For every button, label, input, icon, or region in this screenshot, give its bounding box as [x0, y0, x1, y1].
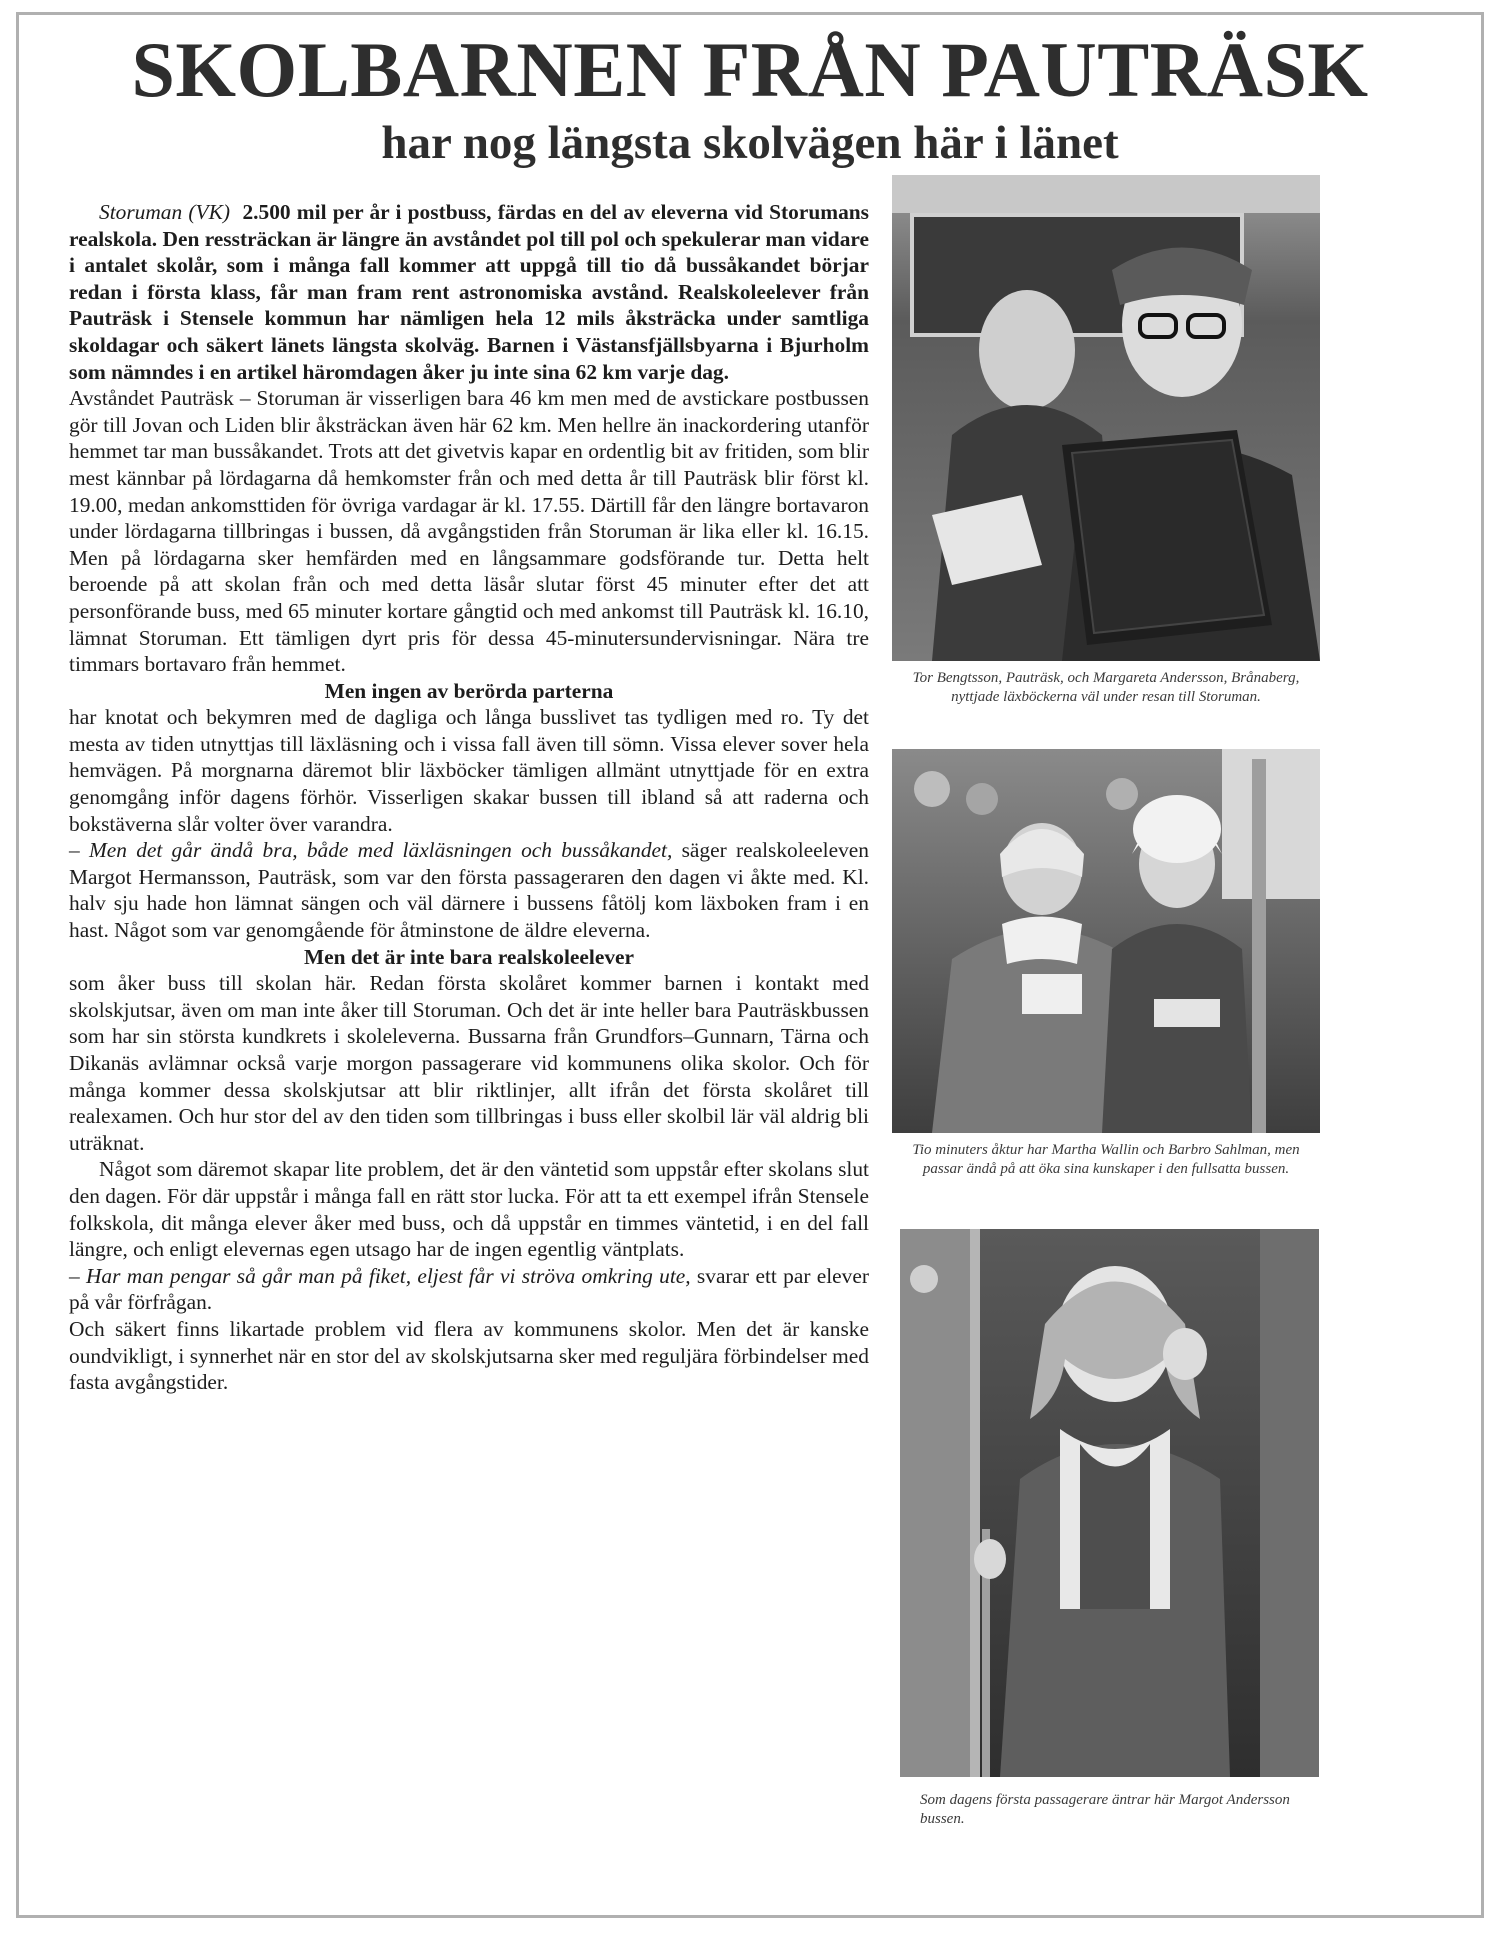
quote-paragraph-2: [69, 1263, 869, 1316]
subtitle-2: Men det är inte bara realskoleelever: [303, 944, 635, 969]
article-body: [69, 199, 869, 1396]
photo-girls-on-bus: [892, 749, 1320, 1133]
photo-caption-3: Som dagens första passagerare äntrar här Margot Andersson bussen.: [920, 1792, 1290, 1827]
paragraph-2: har knotat och bekymren med de dagliga och långa busslivet tas tydligen med ro. Ty det mesta av tiden utnyttjas till läxläsning och i vissa fall även till sömn. Vissa elever sover hela hemvägen. På morgnarna däremot blir läxböcker tämligen allmänt utnyttjade för en extra genomgång inför dagens förhör. Visserligen skakar bussen till ibland så att raderna och bokstäverna slår volter över varandra.: [69, 705, 869, 836]
lead-paragraph: [69, 199, 869, 385]
headline: SKOLBARNEN FRÅN PAUTRÄSK: [131, 26, 1369, 113]
dateline: Storuman (VK): [99, 200, 230, 224]
paragraph-6: svarar ett par elever på vår förfrågan.: [69, 1263, 869, 1315]
photo-students-reading: [892, 175, 1320, 661]
quote-2: – Har man pengar så går man på fiket, eljest får vi ströva omkring ute,: [69, 1263, 691, 1288]
paragraph-1: Avståndet Pauträsk – Storuman är visserligen bara 46 km men med de avstickare postbussen gör till Jovan och Liden blir åksträckan även här 62 km. Men hellre än inackordering utanför hemmet tar man bussåkandet. Trots att det givetvis kapar en ordentlig bit av fritiden, som blir mest kännbar på lördagarna då hemkomster från och med detta år till Pauträsk blir först kl. 19.00, medan ankomsttiden för övriga vardagar är kl. 17.55. Därtill får den längre bortavaron under lördagarna tillbringas i bussen, då avgångstiden från Storuman är lika eller kl. 16.15. Men på lördagarna sker hemfärden med en långsammare godsförande tur. Detta helt beroende på att skolan från och med detta läsår slutar först 45 minuter efter det att personförande buss, med 65 minuter kortare gångtid och med ankomst till Pauträsk kl. 16.10, lämnat Storuman. Ett tämligen dyrt pris för dessa 45-minutersundervisningar. Nära tre timmars bortavaro från hemmet.: [69, 386, 869, 677]
paragraph-5: Något som däremot skapar lite problem, det är den väntetid som uppstår efter skolans slut den dagen. För där uppstår i många fall en rätt stor lucka. För att ta ett exempel ifrån Stensele folkskola, dit många elever åker med buss, och då uppstår en timmes väntetid, i en del fall längre, och enligt elevernas egen utsago har de ingen egentlig väntplats.: [69, 1157, 869, 1262]
photo-caption-2: Tio minuters åktur har Martha Wallin och Barbro Sahlman, men passar ändå på att öka sina kunskaper i den fullsatta bussen.: [912, 1142, 1300, 1177]
subtitle-1: Men ingen av berörda parterna: [324, 678, 614, 703]
paragraph-7: Och säkert finns likartade problem vid flera av kommunens skolor. Men det är kanske oundvikligt, i synnerhet när en stor del av skolskjutsarna sker med reguljära förbindelser med fasta avgångstider.: [69, 1316, 869, 1395]
subheadline: har nog längsta skolvägen här i länet: [381, 117, 1119, 169]
photo-caption-1: Tor Bengtsson, Pauträsk, och Margareta Andersson, Brånaberg, nyttjade läxböckerna väl under resan till Storuman.: [912, 670, 1300, 705]
paragraph-4: som åker buss till skolan här. Redan första skolåret kommer barnen i kontakt med skolskjutsar, även om man inte åker till Storuman. Och det är inte heller bara Pauträskbussen som har sin största kundkrets i skoleleverna. Bussarna från Grundfors–Gunnarn, Tärna och Dikanäs avlämnar också varje morgon passagerare vid kommunens olika skolor. Och för många kommer dessa skolskjutsar att blir riktlinjer, allt ifrån det första skolåret till realexamen. Och hur stor del av den tiden som tillbringas i buss eller skolbil lär väl aldrig bli uträknat.: [69, 971, 869, 1155]
paragraph-3: säger realskoleeleven Margot Hermansson, Pauträsk, som var den första passageraren den dagen vi åkte med. Kl. halv sju hade hon lämnat sängen och väl därnere i bussens fåtölj kom läxboken fram i en hast. Något som var genomgående för åtminstone de äldre eleverna.: [69, 838, 869, 943]
quote-paragraph-1: [69, 837, 869, 943]
quote-1: – Men det går ändå bra, både med läxläsningen och bussåkandet,: [69, 838, 673, 863]
lead-text: 2.500 mil per år i postbuss, färdas en del av eleverna vid Storumans realskola. Den ressträckan är längre än avståndet pol till pol och spekulerar man vidare i antalet skolår, som i många fall kommer att uppgå till tio då bussåkandet börjar redan i första klass, får man fram rent astronomiska avstånd. Realskoleelever från Pauträsk i Stensele kommun har nämligen hela 12 mils åksträcka under samtliga skoldagar och säkert länets längsta skolväg. Barnen i Västansfjällsbyarna i Bjurholm som nämndes i en artikel häromdagen åker ju inte sina 62 km varje dag.: [69, 200, 869, 384]
photo-girl-entering-bus: [900, 1229, 1319, 1777]
page-frame: [16, 12, 1484, 1918]
